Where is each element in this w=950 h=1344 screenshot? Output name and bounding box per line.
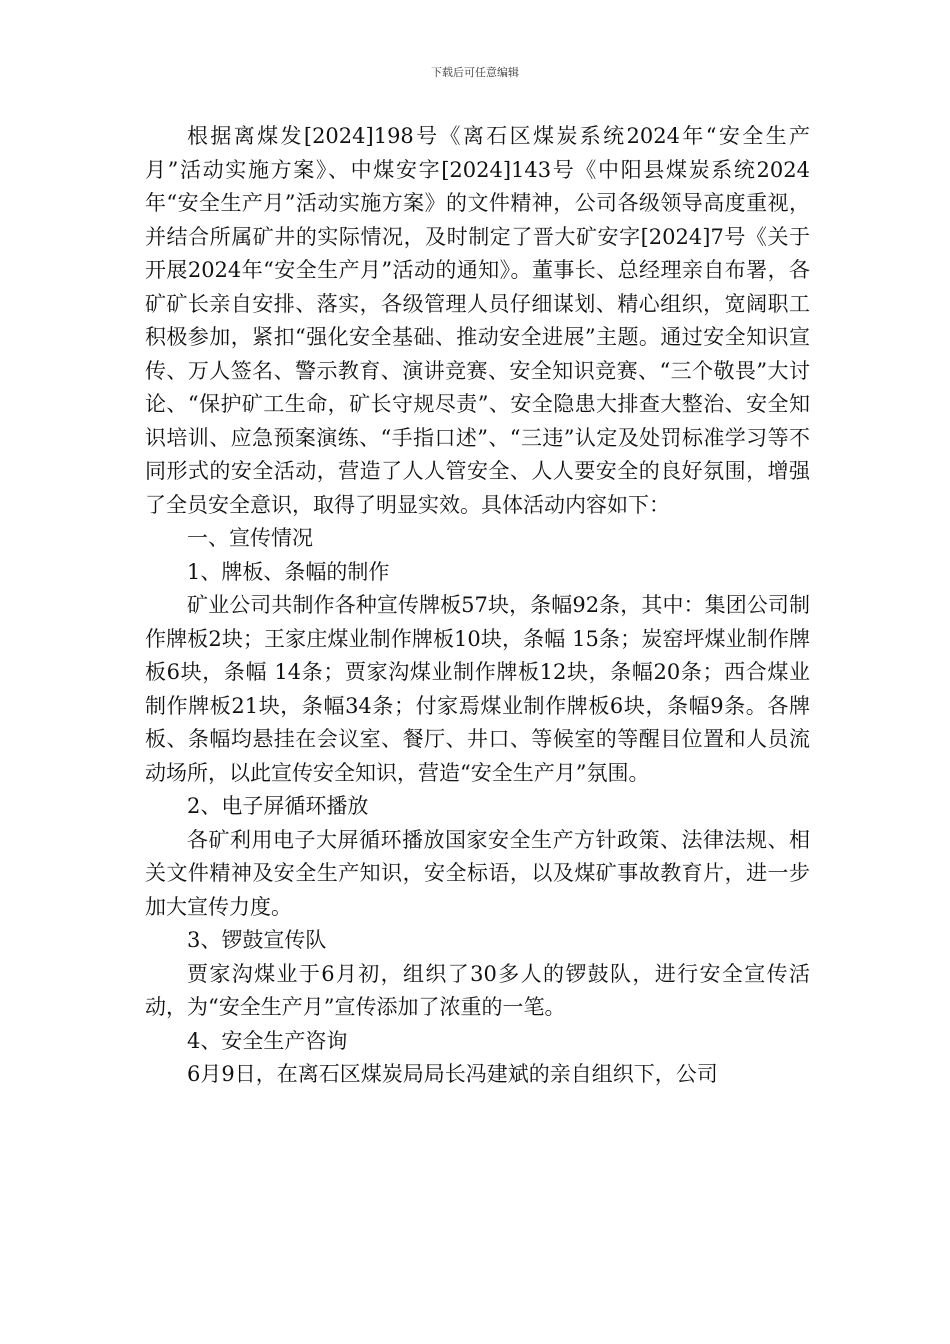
subheading-drum-team: 3、锣鼓宣传队 <box>187 928 327 952</box>
document-body <box>145 120 810 1092</box>
paragraph-drum-team: 贾家沟煤业于6月初，组织了30多人的锣鼓队，进行安全宣传活动，为“安全生产月”宣传添加了浓重的一笔。 <box>145 961 810 1019</box>
subheading-boards-banners: 1、牌板、条幅的制作 <box>187 559 390 584</box>
paragraph-electronic-screen: 各矿利用电子大屏循环播放国家安全生产方针政策、法律法规、相关文件精神及安全生产知识，安全标语，以及煤矿事故教育片，进一步加大宣传力度。 <box>145 827 810 919</box>
paragraph-intro: 根据离煤发[2024]198号《离石区煤炭系统2024年“安全生产月”活动实施方案》、中煤安字[2024]143号《中阳县煤炭系统2024年“安全生产月”活动实施方案》的文件精神，公司各级领导高度重视，并结合所属矿井的实际情况，及时制定了晋大矿安字[2024]7号《关于开展2024年“安全生产月”活动的通知》。董事长、总经理亲自布署，各矿矿长亲自安排、落实，各级管理人员仔细谋划、精心组织，宽阔职工积极参加，紧扣“强化安全基础、推动安全进展”主题。通过安全知识宣传、万人签名、警示教育、演讲竞赛、安全知识竞赛、“三个敬畏”大讨论、“保护矿工生命，矿长守规尽责”、安全隐患大排查大整治、安全知识培训、应急预案演练、“手指口述”、“三违”认定及处罚标准学习等不同形式的安全活动，营造了人人管安全、人人要安全的良好氛围，增强了全员安全意识，取得了明显实效。具体活动内容如下： <box>145 124 810 517</box>
section-heading-publicity: 一、宣传情况 <box>187 526 313 550</box>
subheading-electronic-screen: 2、电子屏循环播放 <box>187 794 369 818</box>
paragraph-safety-consulting: 6月9日，在离石区煤炭局局长冯建斌的亲自组织下，公司 <box>187 1062 718 1086</box>
subheading-safety-consulting: 4、安全生产咨询 <box>187 1028 348 1053</box>
paragraph-boards-banners: 矿业公司共制作各种宣传牌板57块，条幅92条，其中：集团公司制作牌板2块；王家庄煤业制作牌板10块，条幅 15条；炭窑坪煤业制作牌板6块，条幅 14条；贾家沟煤业制作牌板12块，条幅20条；西合煤业制作牌板21块，条幅34条；付家焉煤业制作牌板6块，条幅9条。各牌板、条幅均悬挂在会议室、餐厅、井口、等候室的等醒目位置和人员流动场所，以此宣传安全知识，营造“安全生产月”氛围。 <box>145 593 810 785</box>
page-header: 下载后可任意编辑 <box>431 66 519 79</box>
